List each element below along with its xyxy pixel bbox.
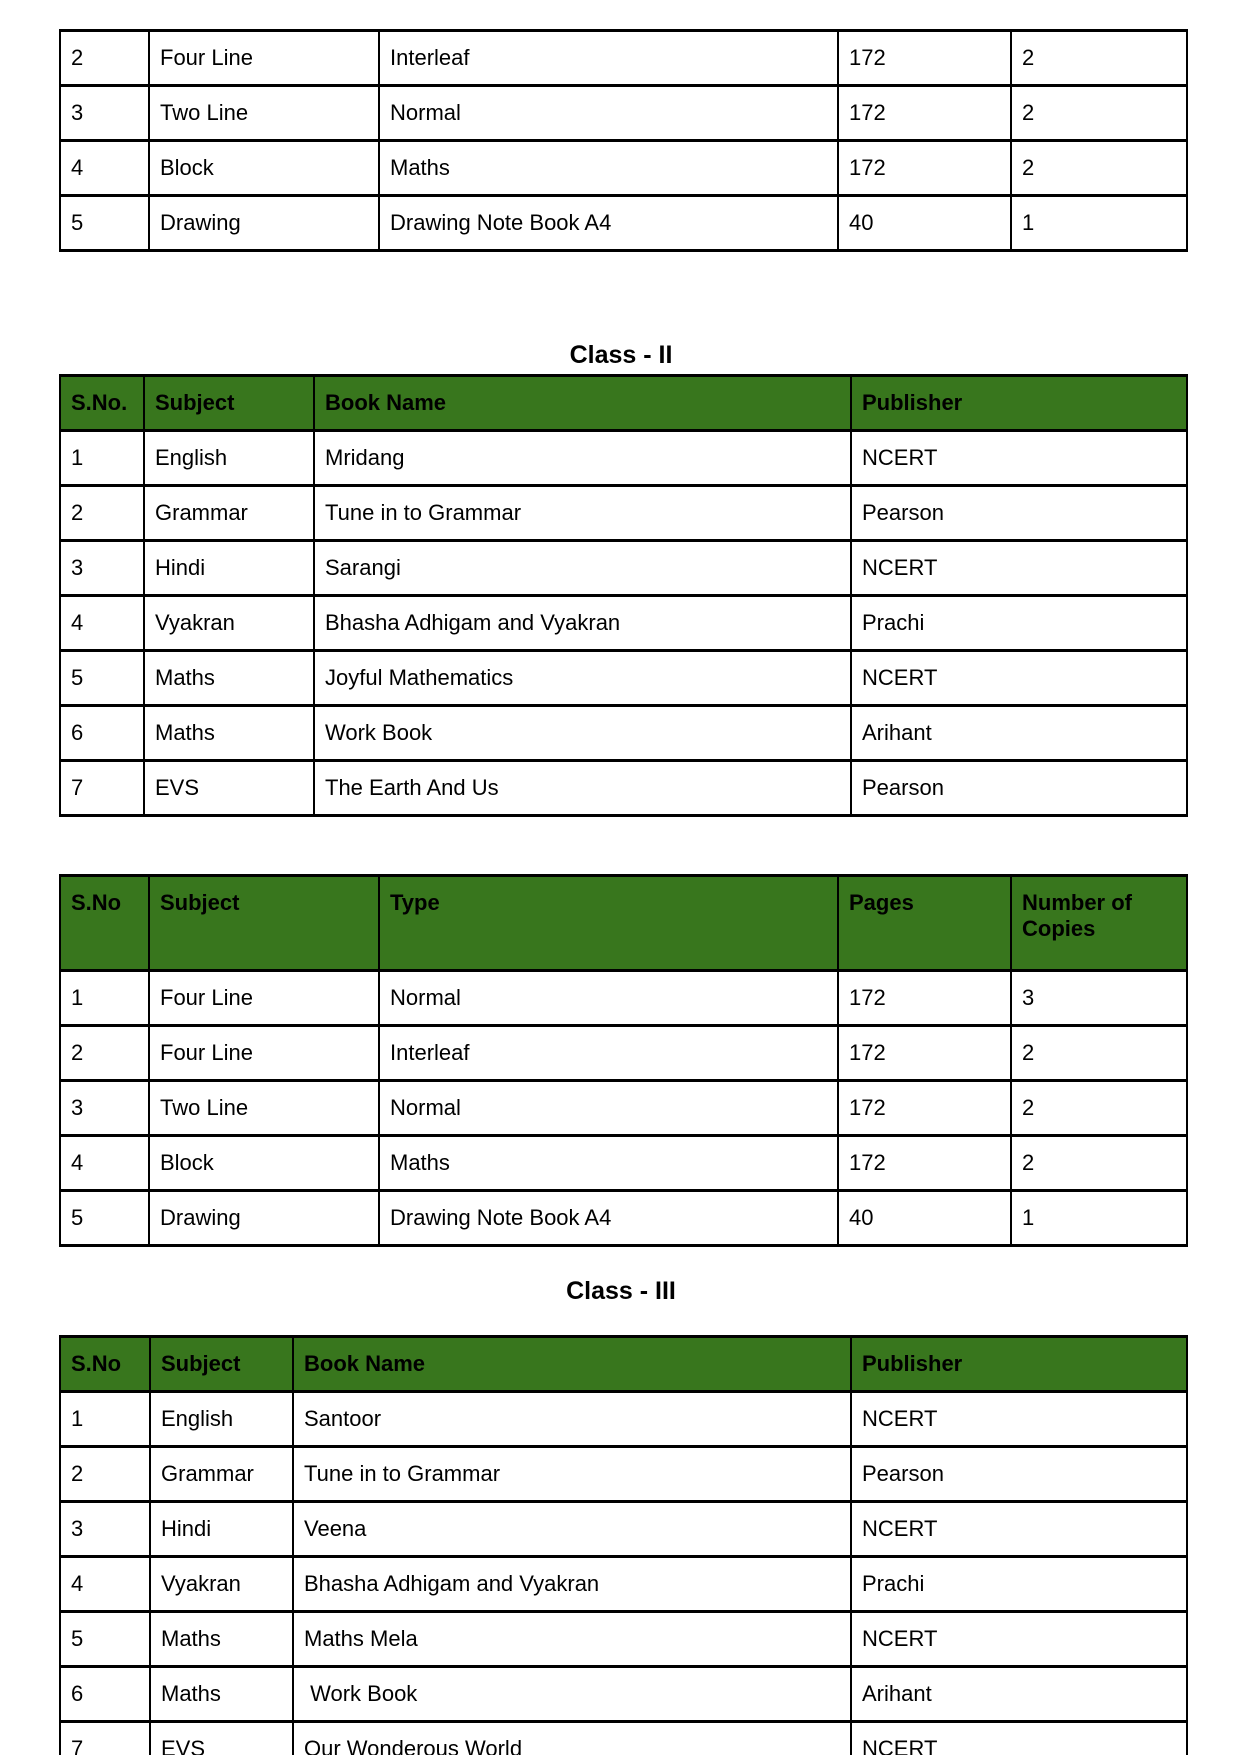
table-cell: 1: [1011, 196, 1187, 251]
table-cell: Pearson: [851, 1447, 1187, 1502]
table-cell: Two Line: [149, 86, 379, 141]
table-cell: 1: [60, 971, 149, 1026]
column-header-copies: Number of Copies: [1011, 876, 1187, 971]
table-row: [60, 1191, 1187, 1246]
table-cell: Work Book: [314, 706, 851, 761]
table-cell: Pearson: [851, 761, 1187, 816]
table-cell: 1: [60, 1392, 150, 1447]
table-cell: 5: [60, 196, 149, 251]
table-cell: 3: [60, 86, 149, 141]
table-cell: Veena: [293, 1502, 851, 1557]
table-cell: 2: [1011, 31, 1187, 86]
class3-book-table: [59, 1335, 1188, 1755]
column-header-book-name: Book Name: [293, 1337, 851, 1392]
table-row: [60, 1612, 1187, 1667]
table-cell: 2: [1011, 86, 1187, 141]
table-row: [60, 1557, 1187, 1612]
table-cell: 172: [838, 86, 1011, 141]
table-cell: 172: [838, 1136, 1011, 1191]
table-cell: Mridang: [314, 431, 851, 486]
table-header-row: [60, 376, 1187, 431]
table-row: [60, 971, 1187, 1026]
column-header-book-name: Book Name: [314, 376, 851, 431]
table-cell: 3: [60, 1081, 149, 1136]
table-cell: 40: [838, 1191, 1011, 1246]
table-cell: Vyakran: [150, 1557, 293, 1612]
table-cell: Drawing Note Book A4: [379, 196, 838, 251]
column-header-type: Type: [379, 876, 838, 971]
table-cell: Interleaf: [379, 1026, 838, 1081]
table-cell: 7: [60, 761, 144, 816]
table-cell: Block: [149, 141, 379, 196]
table-cell: NCERT: [851, 1392, 1187, 1447]
table-cell: 5: [60, 651, 144, 706]
table-cell: 2: [60, 31, 149, 86]
table-cell: NCERT: [851, 541, 1187, 596]
table-cell: Arihant: [851, 1667, 1187, 1722]
table-cell: 2: [1011, 1026, 1187, 1081]
table-cell: 1: [60, 431, 144, 486]
table-cell: Santoor: [293, 1392, 851, 1447]
table-row: [60, 1026, 1187, 1081]
table-cell: Maths Mela: [293, 1612, 851, 1667]
table-row: [60, 1667, 1187, 1722]
table-cell: 2: [1011, 141, 1187, 196]
table-cell: 2: [1011, 1136, 1187, 1191]
class2-book-table: [59, 374, 1188, 817]
table-cell: Normal: [379, 971, 838, 1026]
table-cell: Drawing Note Book A4: [379, 1191, 838, 1246]
table-cell: 172: [838, 1081, 1011, 1136]
table-cell: 2: [60, 1447, 150, 1502]
table-row: [60, 141, 1187, 196]
table-cell: 4: [60, 141, 149, 196]
table-row: [60, 196, 1187, 251]
column-header-publisher: Publisher: [851, 376, 1187, 431]
table-cell: Maths: [144, 706, 314, 761]
column-header-sno: S.No: [60, 1337, 150, 1392]
table-cell: Maths: [379, 141, 838, 196]
table-cell: 5: [60, 1191, 149, 1246]
table-cell: 172: [838, 141, 1011, 196]
table-row: [60, 486, 1187, 541]
table-cell: Four Line: [149, 31, 379, 86]
table-cell: Four Line: [149, 971, 379, 1026]
table-cell: NCERT: [851, 651, 1187, 706]
table-cell: Block: [149, 1136, 379, 1191]
table-cell: Two Line: [149, 1081, 379, 1136]
table-cell: Our Wonderous World: [293, 1722, 851, 1755]
class2-heading: Class - II: [569, 341, 673, 369]
table-cell: Prachi: [851, 596, 1187, 651]
table-cell: Normal: [379, 86, 838, 141]
table-row: [60, 596, 1187, 651]
table-row: [60, 651, 1187, 706]
table-cell: 172: [838, 31, 1011, 86]
table-cell: Sarangi: [314, 541, 851, 596]
table-cell: 1: [1011, 1191, 1187, 1246]
table-cell: Bhasha Adhigam and Vyakran: [293, 1557, 851, 1612]
table-cell: Tune in to Grammar: [293, 1447, 851, 1502]
table-row: [60, 1392, 1187, 1447]
table-cell: English: [144, 431, 314, 486]
table-row: [60, 31, 1187, 86]
table-cell: 6: [60, 706, 144, 761]
table-cell: NCERT: [851, 431, 1187, 486]
table-cell: Drawing: [149, 1191, 379, 1246]
table-row: [60, 86, 1187, 141]
column-header-subject: Subject: [150, 1337, 293, 1392]
table-cell: Grammar: [150, 1447, 293, 1502]
table-cell: Four Line: [149, 1026, 379, 1081]
table-cell: NCERT: [851, 1502, 1187, 1557]
table-cell: Drawing: [149, 196, 379, 251]
table-header-row: [60, 1337, 1187, 1392]
table-cell: Prachi: [851, 1557, 1187, 1612]
class1-notebook-table-continuation: [59, 29, 1188, 252]
table-header-row: [60, 876, 1187, 971]
table-cell: Maths: [150, 1667, 293, 1722]
table-cell: 4: [60, 1557, 150, 1612]
table-row: [60, 1502, 1187, 1557]
table-cell: 6: [60, 1667, 150, 1722]
table-row: [60, 761, 1187, 816]
table-row: [60, 431, 1187, 486]
table-cell: 2: [60, 1026, 149, 1081]
table-cell: 3: [60, 1502, 150, 1557]
class2-notebook-table: [59, 874, 1188, 1247]
table-cell: The Earth And Us: [314, 761, 851, 816]
table-cell: English: [150, 1392, 293, 1447]
table-cell: Vyakran: [144, 596, 314, 651]
column-header-pages: Pages: [838, 876, 1011, 971]
table-cell: Normal: [379, 1081, 838, 1136]
table-cell: Maths: [379, 1136, 838, 1191]
table-cell: 5: [60, 1612, 150, 1667]
table-cell: Interleaf: [379, 31, 838, 86]
table-cell: Arihant: [851, 706, 1187, 761]
table-cell: EVS: [150, 1722, 293, 1755]
table-cell: Tune in to Grammar: [314, 486, 851, 541]
table-cell: 2: [60, 486, 144, 541]
table-cell: 3: [60, 541, 144, 596]
column-header-publisher: Publisher: [851, 1337, 1187, 1392]
table-cell: Maths: [150, 1612, 293, 1667]
column-header-subject: Subject: [144, 376, 314, 431]
table-cell: Joyful Mathematics: [314, 651, 851, 706]
table-cell: Maths: [144, 651, 314, 706]
table-cell: 3: [1011, 971, 1187, 1026]
column-header-sno: S.No: [60, 876, 149, 971]
table-cell: 4: [60, 596, 144, 651]
table-cell: EVS: [144, 761, 314, 816]
column-header-subject: Subject: [149, 876, 379, 971]
table-cell: Hindi: [150, 1502, 293, 1557]
table-cell: Work Book: [293, 1667, 851, 1722]
table-row: [60, 1447, 1187, 1502]
table-cell: NCERT: [851, 1612, 1187, 1667]
table-cell: Pearson: [851, 486, 1187, 541]
table-cell: 4: [60, 1136, 149, 1191]
table-cell: Bhasha Adhigam and Vyakran: [314, 596, 851, 651]
table-row: [60, 1722, 1187, 1755]
table-cell: 172: [838, 1026, 1011, 1081]
table-cell: 172: [838, 971, 1011, 1026]
table-cell: 2: [1011, 1081, 1187, 1136]
table-cell: Hindi: [144, 541, 314, 596]
table-row: [60, 1081, 1187, 1136]
table-cell: Grammar: [144, 486, 314, 541]
table-cell: 40: [838, 196, 1011, 251]
column-header-sno: S.No.: [60, 376, 144, 431]
table-row: [60, 541, 1187, 596]
table-row: [60, 706, 1187, 761]
class3-heading: Class - III: [566, 1277, 676, 1305]
table-cell: NCERT: [851, 1722, 1187, 1755]
table-cell: 7: [60, 1722, 150, 1755]
table-row: [60, 1136, 1187, 1191]
